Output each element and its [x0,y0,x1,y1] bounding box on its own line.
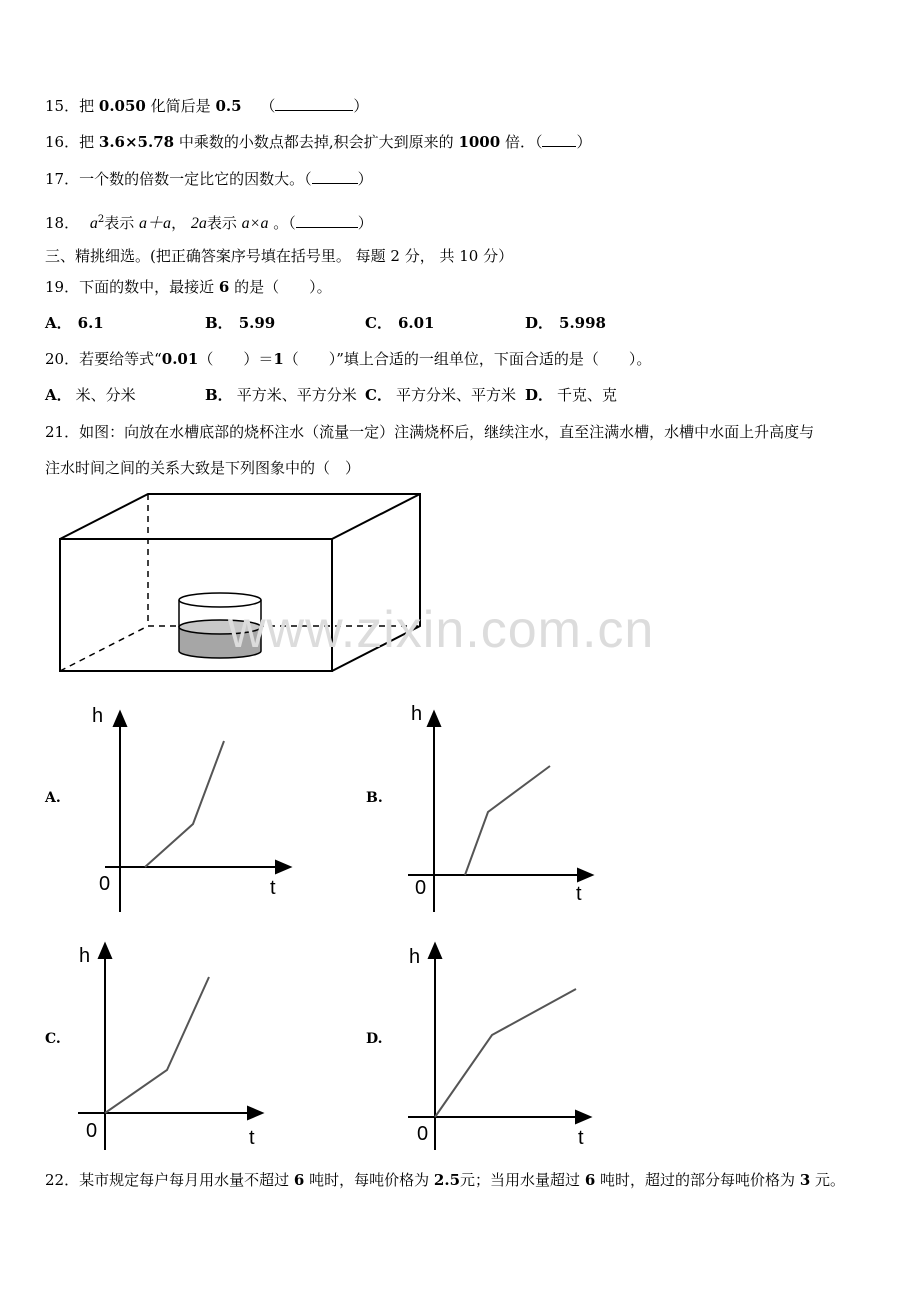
q20-option-c[interactable]: C． 平方分米、平方米 [365,386,516,404]
graph-option-c-label[interactable]: C. [45,1031,61,1047]
question-22: 22．某市规定每户每月用水量不超过 6 吨时，每吨价格为 2.5元；当用水量超过 6 吨时，超过的部分每吨价格为 3 元。 [45,1171,846,1189]
section-3-heading: 三、精挑细选。(把正确答案序号填在括号里。 每题 2 分， 共 10 分） [45,247,514,265]
question-17: 17．一个数的倍数一定比它的因数大。（ ） [45,170,373,188]
graph-option-b-label[interactable]: B. [366,790,383,806]
graph-option-d-label[interactable]: D. [366,1031,383,1047]
graph-option-a-label[interactable]: A. [45,790,61,806]
question-18: 18． $a^2$表示 a＋a， 2a表示 a×a 。（ ） [45,214,373,232]
graph-d-curve [435,989,576,1117]
q20-option-b[interactable]: B． 平方米、平方分米 [205,386,357,404]
origin-label: 0 [99,873,111,895]
y-axis-label: h [411,703,423,725]
question-number: 15． [45,97,80,115]
origin-label: 0 [417,1123,429,1145]
origin-label: 0 [86,1120,98,1142]
q20-option-a[interactable]: A． 米、分米 [45,386,136,404]
x-axis-label: t [249,1127,255,1149]
question-number: 22． [45,1171,80,1189]
origin-label: 0 [415,877,427,899]
q19-option-c[interactable]: C． 6.01 [365,314,435,332]
question-number: 16． [45,133,80,151]
question-number: 21． [45,423,80,441]
q19-option-d[interactable]: D． 5.998 [525,314,606,332]
q19-option-a[interactable]: A． 6.1 [45,314,104,332]
question-number: 17． [45,170,80,188]
x-axis-label: t [270,877,276,899]
question-21-line-1: 21．如图：向放在水槽底部的烧杯注水（流量一定）注满烧杯后，继续注水，直至注满水槽，水槽中水面上升高度与 [45,423,815,441]
x-axis-label: t [576,883,582,905]
x-axis-label: t [578,1127,584,1149]
y-axis-label: h [409,946,421,968]
question-number: 19． [45,278,80,296]
question-19: 19．下面的数中，最接近 6 的是（ ）。 [45,278,332,296]
watermark: www.zixin.com.cn [228,601,655,659]
question-number: 18． [45,214,80,232]
question-16: 16．把 3.6×5.78 中乘数的小数点都去掉,积会扩大到原来的 1000 倍．（ ） [45,133,592,151]
q20-option-d[interactable]: D． 千克、克 [525,386,618,404]
question-21-line-2: 注水时间之间的关系大致是下列图象中的（ ） [45,459,361,477]
y-axis-label: h [79,945,91,967]
y-axis-label: h [92,705,104,727]
question-15: 15．把 0.050 化简后是 0.5 （ ） [45,97,369,115]
question-20: 20．若要给等式“0.01（ ）＝1（ ）”填上合适的一组单位，下面合适的是（ ）。 [45,350,652,368]
question-number: 20． [45,350,80,368]
q19-option-b[interactable]: B． 5.99 [205,314,276,332]
